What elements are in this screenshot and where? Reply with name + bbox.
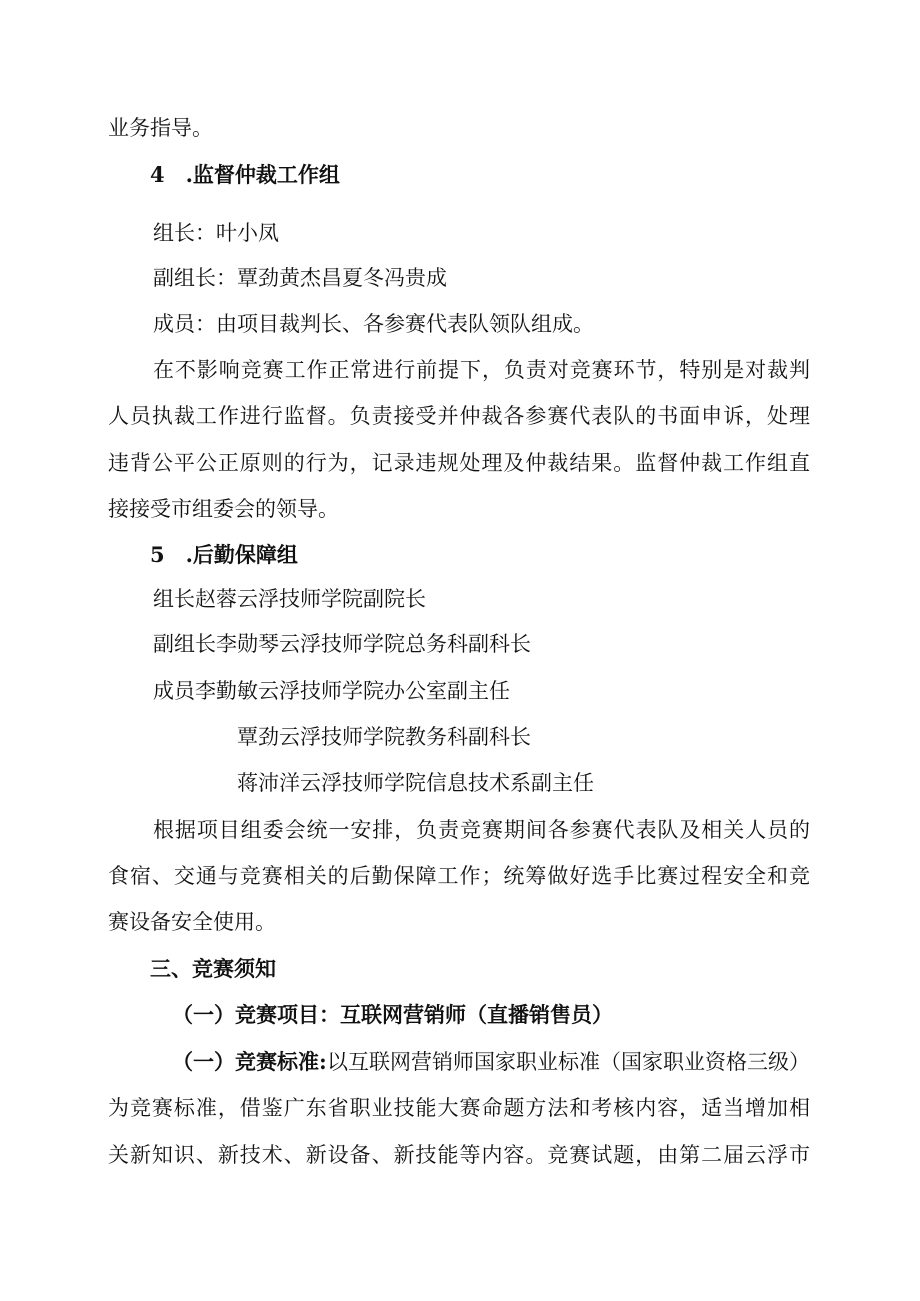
group5-duties-line-2: 食宿、交通与竞赛相关的后勤保障工作；统筹做好选手比赛过程安全和竞 (108, 864, 810, 888)
group5-member-3: 蒋沛洋云浮技师学院信息技术系副主任 (237, 771, 594, 795)
standard-line-2: 为竞赛标准，借鉴广东省职业技能大赛命题方法和考核内容，适当增加相 (108, 1096, 810, 1120)
group5-deputy: 副组长李勋琴云浮技师学院总务科副科长 (153, 632, 531, 656)
group4-duties-line-3: 违背公平公正原则的行为，记录违规处理及仲裁结果。监督仲裁工作组直 (108, 451, 810, 475)
group5-duties-line-1: 根据项目组委会统一安排，负责竞赛期间各参赛代表队及相关人员的 (153, 818, 810, 842)
group4-duties-line-2: 人员执裁工作进行监督。负责接受并仲裁各参赛代表队的书面申诉，处理 (108, 404, 810, 428)
standard-line-1: 以互联网营销师国家职业标准（国家职业资格三级） (327, 1050, 810, 1074)
section3-subheading: （一）竞赛项目：互联网营销师（直播销售员） (172, 1002, 613, 1027)
group5-duties-line-3: 赛设备安全使用。 (108, 910, 276, 934)
group5-leader: 组长赵蓉云浮技师学院副院长 (153, 587, 426, 611)
group5-member-1: 成员李勤敏云浮技师学院办公室副主任 (153, 679, 510, 703)
standard-label: （一）竞赛标准: (172, 1049, 327, 1074)
group5-heading: 5 .后勤保障组 (150, 542, 298, 567)
group4-members: 成员：由项目裁判长、各参赛代表队领队组成。 (153, 312, 594, 336)
group4-deputy: 副组长：覃劲黄杰昌夏冬冯贵成 (153, 266, 447, 290)
group4-heading: 4 .监督仲裁工作组 (150, 162, 340, 187)
group4-duties-line-1: 在不影响竞赛工作正常进行前提下，负责对竞赛环节，特别是对裁判 (153, 358, 810, 382)
group5-member-2: 覃劲云浮技师学院教务科副科长 (237, 725, 531, 749)
section3-heading: 三、竞赛须知 (150, 956, 276, 981)
group4-duties-line-4: 接接受市组委会的领导。 (108, 497, 339, 521)
intro-tail-text: 业务指导。 (108, 116, 213, 140)
group4-leader: 组长：叶小凤 (153, 221, 279, 245)
standard-line-3: 关新知识、新技术、新设备、新技能等内容。竞赛试题，由第二届云浮市 (108, 1143, 810, 1167)
